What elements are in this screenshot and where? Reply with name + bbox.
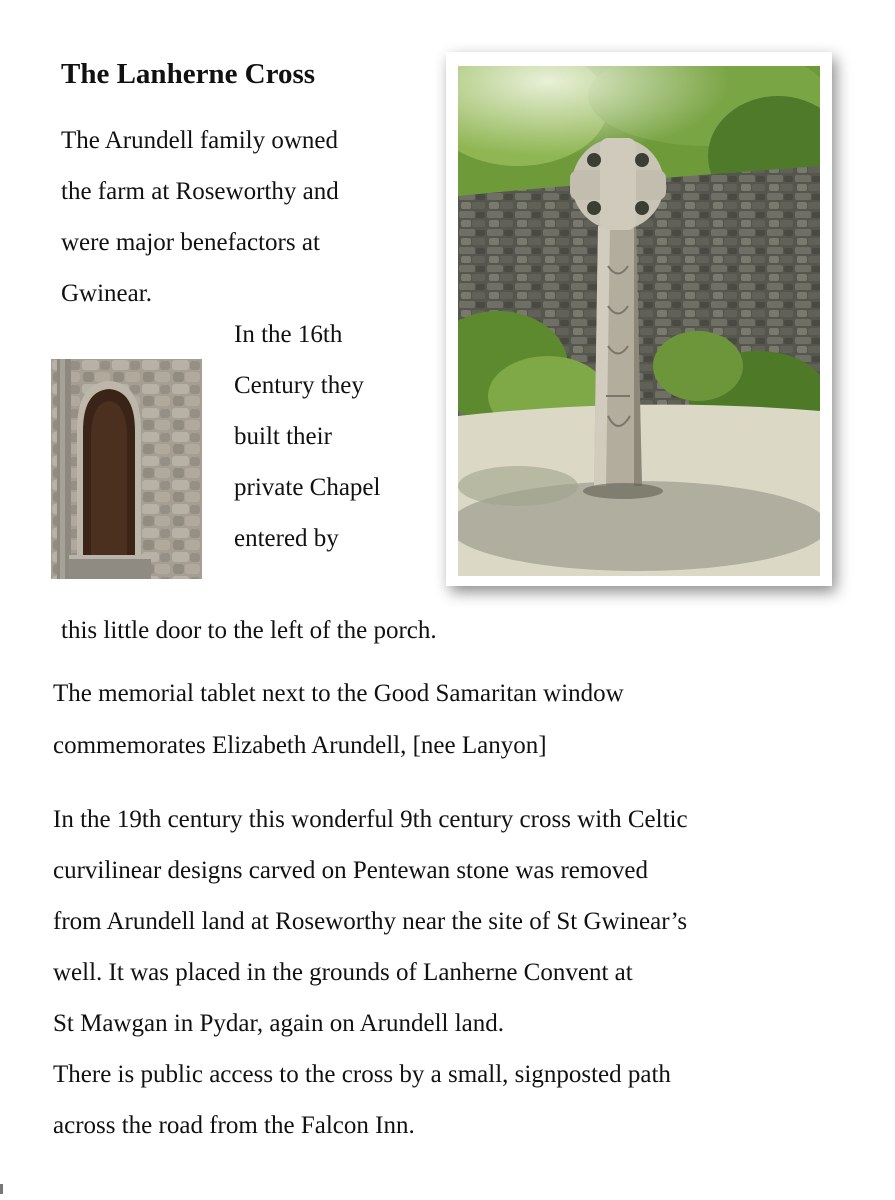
side-line: private Chapel bbox=[234, 474, 381, 501]
memorial-line: commemorates Elizabeth Arundell, [nee Lanyon] bbox=[53, 732, 547, 759]
memorial-line: The memorial tablet next to the Good Samaritan window bbox=[53, 680, 624, 707]
history-line: across the road from the Falcon Inn. bbox=[53, 1112, 415, 1139]
page-edge-mark bbox=[0, 1184, 3, 1194]
intro-line: the farm at Roseworthy and bbox=[61, 178, 339, 205]
intro-line: were major benefactors at bbox=[61, 229, 320, 256]
side-line: entered by bbox=[234, 525, 339, 552]
side-line: built their bbox=[234, 423, 332, 450]
intro-line: Gwinear. bbox=[61, 280, 152, 307]
side-line: Century they bbox=[234, 372, 364, 399]
continuation-line: this little door to the left of the porch. bbox=[61, 617, 437, 644]
side-line: In the 16th bbox=[234, 321, 343, 348]
history-line: St Mawgan in Pydar, again on Arundell land. bbox=[53, 1010, 505, 1037]
lanherne-cross-photo bbox=[458, 66, 820, 576]
history-line: curvilinear designs carved on Pentewan stone was removed bbox=[53, 857, 648, 884]
history-line: In the 19th century this wonderful 9th century cross with Celtic bbox=[53, 806, 688, 833]
intro-line: The Arundell family owned bbox=[61, 127, 339, 154]
history-line: well. It was placed in the grounds of Lanherne Convent at bbox=[53, 959, 633, 986]
history-line: There is public access to the cross by a small, signposted path bbox=[53, 1061, 671, 1088]
history-line: from Arundell land at Roseworthy near the site of St Gwinear’s bbox=[53, 908, 688, 935]
page-title: The Lanherne Cross bbox=[61, 58, 316, 90]
chapel-door-photo bbox=[51, 359, 202, 579]
